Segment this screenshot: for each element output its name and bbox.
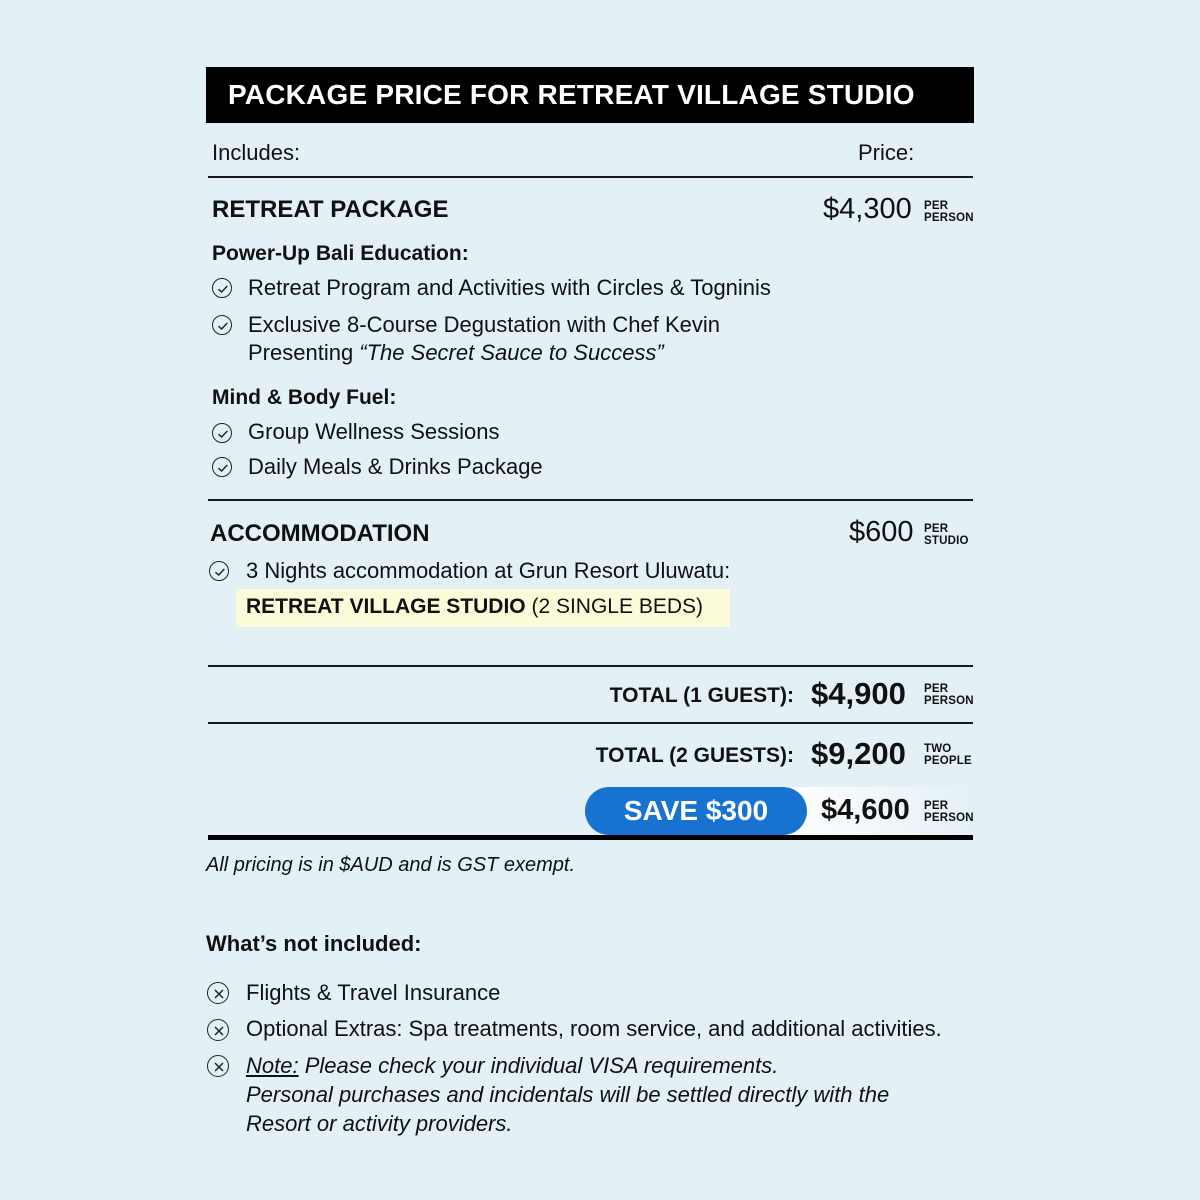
x-circle-icon xyxy=(207,1055,229,1077)
room-type xyxy=(246,595,703,619)
page-title: PACKAGE PRICE FOR RETREAT VILLAGE STUDIO xyxy=(228,79,915,110)
unit-bottom: PERSON xyxy=(924,695,974,707)
not-included-item: Flights & Travel Insurance xyxy=(246,980,501,1005)
fuel-title: Mind & Body Fuel: xyxy=(212,386,397,409)
room-type-highlight xyxy=(236,589,730,627)
total-one-guest-price: $4,900 xyxy=(811,676,906,711)
total-two-guests-label: TOTAL (2 GUESTS): xyxy=(595,744,794,767)
check-circle-icon xyxy=(209,561,229,581)
room-name: RETREAT VILLAGE STUDIO xyxy=(246,595,526,618)
room-beds: (2 SINGLE BEDS) xyxy=(525,595,704,618)
unit-bottom: STUDIO xyxy=(924,535,969,547)
total-two-guests-unit xyxy=(924,743,972,767)
unit-top: PER xyxy=(924,800,949,812)
includes-header: Includes: xyxy=(212,140,301,165)
x-circle-icon xyxy=(207,982,229,1004)
accommodation-price-unit xyxy=(924,523,969,547)
check-circle-icon xyxy=(212,278,232,298)
divider xyxy=(208,665,973,667)
check-circle-icon xyxy=(212,457,232,477)
divider xyxy=(208,176,973,178)
save-badge: SAVE $300 xyxy=(585,787,807,835)
divider-thick xyxy=(208,835,973,840)
fuel-item: Daily Meals & Drinks Package xyxy=(248,454,543,479)
unit-bottom: PERSON xyxy=(924,812,974,824)
total-one-guest-unit xyxy=(924,683,974,707)
accommodation-title: ACCOMMODATION xyxy=(210,520,430,547)
check-circle-icon xyxy=(212,423,232,443)
not-included-item: Optional Extras: Spa treatments, room service, and additional activities. xyxy=(246,1016,942,1041)
unit-top: TWO xyxy=(924,743,952,755)
price-header: Price: xyxy=(858,140,915,165)
pricing-note: All pricing is in $AUD and is GST exempt. xyxy=(206,854,576,876)
page-title-bar xyxy=(206,67,974,123)
retreat-package-title: RETREAT PACKAGE xyxy=(212,196,449,223)
total-two-guests-price: $9,200 xyxy=(811,736,906,771)
presentation-title: “The Secret Sauce to Success” xyxy=(359,340,664,365)
unit-bottom: PERSON xyxy=(924,212,974,224)
note-line: Please check your individual VISA requirements. xyxy=(298,1053,779,1078)
note-line: Personal purchases and incidentals will be settled directly with the xyxy=(246,1082,890,1107)
save-price: $4,600 xyxy=(821,794,910,826)
note-label: Note: xyxy=(246,1053,299,1078)
retreat-package-price: $4,300 xyxy=(823,193,912,225)
accommodation-item: 3 Nights accommodation at Grun Resort Uluwatu: xyxy=(246,558,731,583)
total-one-guest-label: TOTAL (1 GUEST): xyxy=(609,684,794,707)
education-item-continued xyxy=(248,339,664,367)
presenting-text: Presenting xyxy=(248,340,360,365)
retreat-price-unit xyxy=(924,200,974,224)
education-item: Exclusive 8-Course Degustation with Chef Kevin xyxy=(248,312,721,337)
education-title: Power-Up Bali Education: xyxy=(212,242,469,265)
unit-top: PER xyxy=(924,200,949,212)
unit-top: PER xyxy=(924,683,949,695)
note-line: Resort or activity providers. xyxy=(246,1111,513,1136)
divider xyxy=(208,499,973,501)
save-price-unit xyxy=(924,800,974,824)
check-circle-icon xyxy=(212,315,232,335)
education-item: Retreat Program and Activities with Circles & Togninis xyxy=(248,275,771,300)
not-included-title: What’s not included: xyxy=(206,931,422,956)
accommodation-price: $600 xyxy=(849,516,914,548)
unit-bottom: PEOPLE xyxy=(924,755,972,767)
unit-top: PER xyxy=(924,523,949,535)
x-circle-icon xyxy=(207,1019,229,1041)
visa-note xyxy=(246,1051,778,1080)
divider xyxy=(208,722,973,724)
fuel-item: Group Wellness Sessions xyxy=(248,419,500,444)
